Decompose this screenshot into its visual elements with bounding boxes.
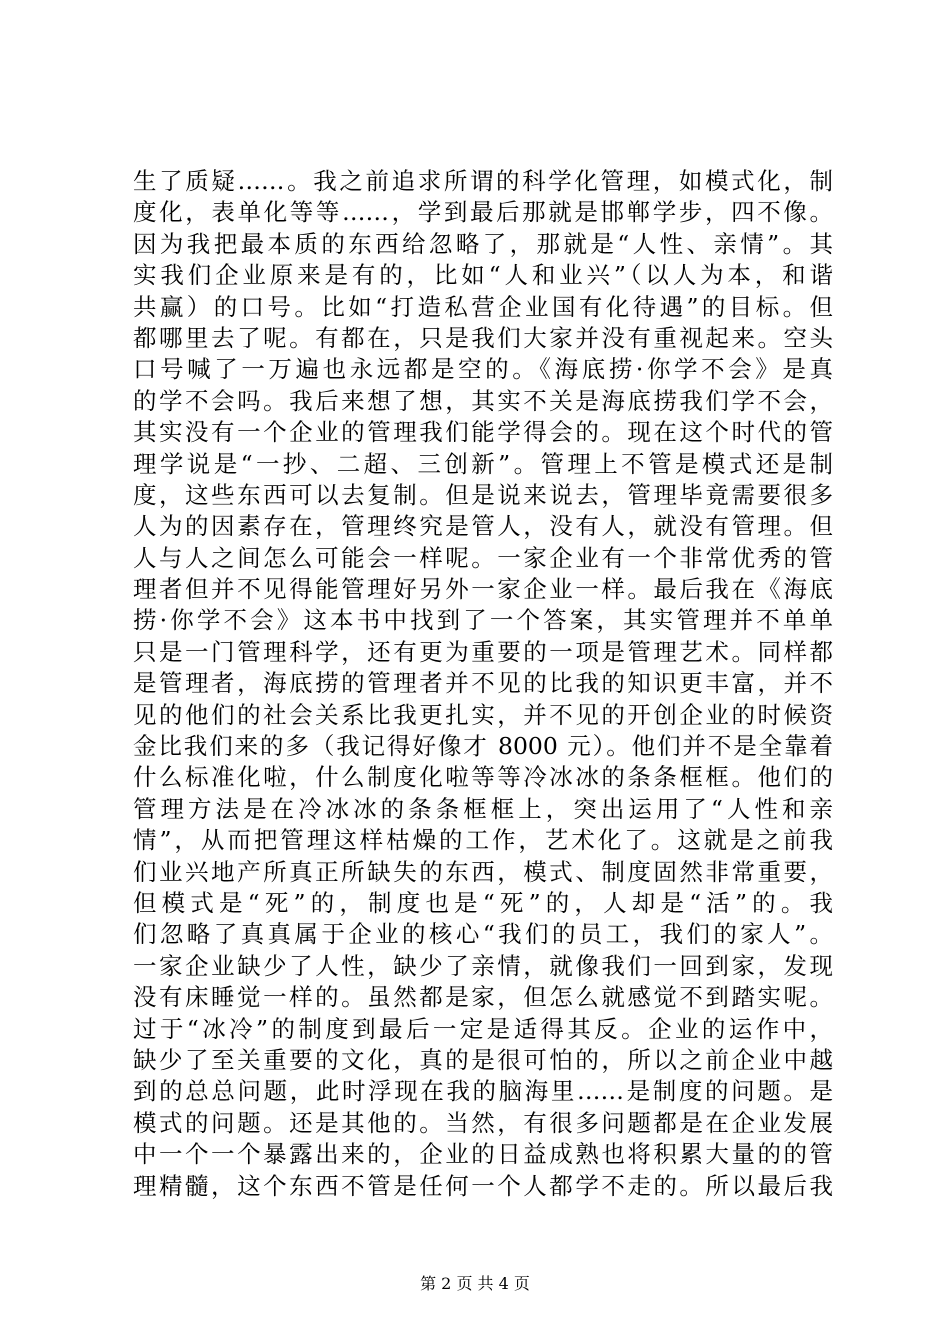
text-line: 到的总总问题，此时浮现在我的脑海里……是制度的问题。是	[133, 1077, 833, 1106]
text-line: 过于“冰冷”的制度到最后一定是适得其反。企业的运作中，	[133, 1014, 833, 1043]
body-text	[133, 166, 833, 1202]
text-line: 理学说是“一抄、二超、三创新”。管理上不管是模式还是制	[133, 449, 833, 478]
text-line: 实我们企业原来是有的，比如“人和业兴”（以人为本，和谐	[133, 261, 833, 290]
text-line: 们业兴地产所真正所缺失的东西，模式、制度固然非常重要，	[133, 857, 833, 886]
text-line: 情”，从而把管理这样枯燥的工作，艺术化了。这就是之前我	[133, 826, 833, 855]
text-line: 什么标准化啦，什么制度化啦等等冷冰冰的条条框框。他们的	[133, 763, 833, 792]
text-line: 捞·你学不会》这本书中找到了一个答案，其实管理并不单单	[133, 606, 833, 635]
text-line: 金比我们来的多（我记得好像才 8000 元）。他们并不是全靠着	[133, 732, 833, 761]
text-line: 人为的因素存在，管理终究是管人，没有人，就没有管理。但	[133, 512, 833, 541]
text-line: 度化，表单化等等……，学到最后那就是邯郸学步，四不像。	[133, 198, 833, 227]
text-line: 但模式是“死”的，制度也是“死”的，人却是“活”的。我	[133, 888, 833, 917]
text-line: 只是一门管理科学，还有更为重要的一项是管理艺术。同样都	[133, 637, 833, 666]
text-line: 人与人之间怎么可能会一样呢。一家企业有一个非常优秀的管	[133, 543, 833, 572]
text-line: 们忽略了真真属于企业的核心“我们的员工，我们的家人”。	[133, 920, 833, 949]
text-line: 的学不会吗。我后来想了想，其实不关是海底捞我们学不会，	[133, 386, 833, 415]
text-line: 口号喊了一万遍也永远都是空的。《海底捞·你学不会》是真	[133, 355, 833, 384]
text-line: 其实没有一个企业的管理我们能学得会的。现在这个时代的管	[133, 418, 833, 447]
text-line: 一家企业缺少了人性，缺少了亲情，就像我们一回到家，发现	[133, 951, 833, 980]
text-line: 生了质疑……。我之前追求所谓的科学化管理，如模式化，制	[133, 167, 833, 195]
page-footer: 第 2 页 共 4 页	[420, 1274, 530, 1293]
text-line: 是管理者，海底捞的管理者并不见的比我的知识更丰富，并不	[133, 669, 833, 698]
text-line: 没有床睡觉一样的。虽然都是家，但怎么就感觉不到踏实呢。	[133, 983, 833, 1012]
text-line: 度，这些东西可以去复制。但是说来说去，管理毕竟需要很多	[133, 480, 833, 509]
text-line: 见的他们的社会关系比我更扎实，并不见的开创企业的时候资	[133, 700, 833, 729]
text-line: 缺少了至关重要的文化，真的是很可怕的，所以之前企业中越	[133, 1045, 833, 1074]
text-line: 共赢）的口号。比如“打造私营企业国有化待遇”的目标。但	[133, 292, 833, 321]
text-line: 理者但并不见得能管理好另外一家企业一样。最后我在《海底	[133, 575, 833, 604]
text-line: 因为我把最本质的东西给忽略了，那就是“人性、亲情”。其	[133, 229, 833, 258]
text-line: 理精髓，这个东西不管是任何一个人都学不走的。所以最后我	[133, 1171, 833, 1200]
text-line: 都哪里去了呢。有都在，只是我们大家并没有重视起来。空头	[133, 323, 833, 352]
text-line: 中一个一个暴露出来的，企业的日益成熟也将积累大量的的管	[133, 1140, 833, 1169]
text-line: 模式的问题。还是其他的。当然，有很多问题都是在企业发展	[133, 1108, 833, 1137]
text-line: 管理方法是在冷冰冰的条条框框上，突出运用了“人性和亲	[133, 794, 833, 823]
